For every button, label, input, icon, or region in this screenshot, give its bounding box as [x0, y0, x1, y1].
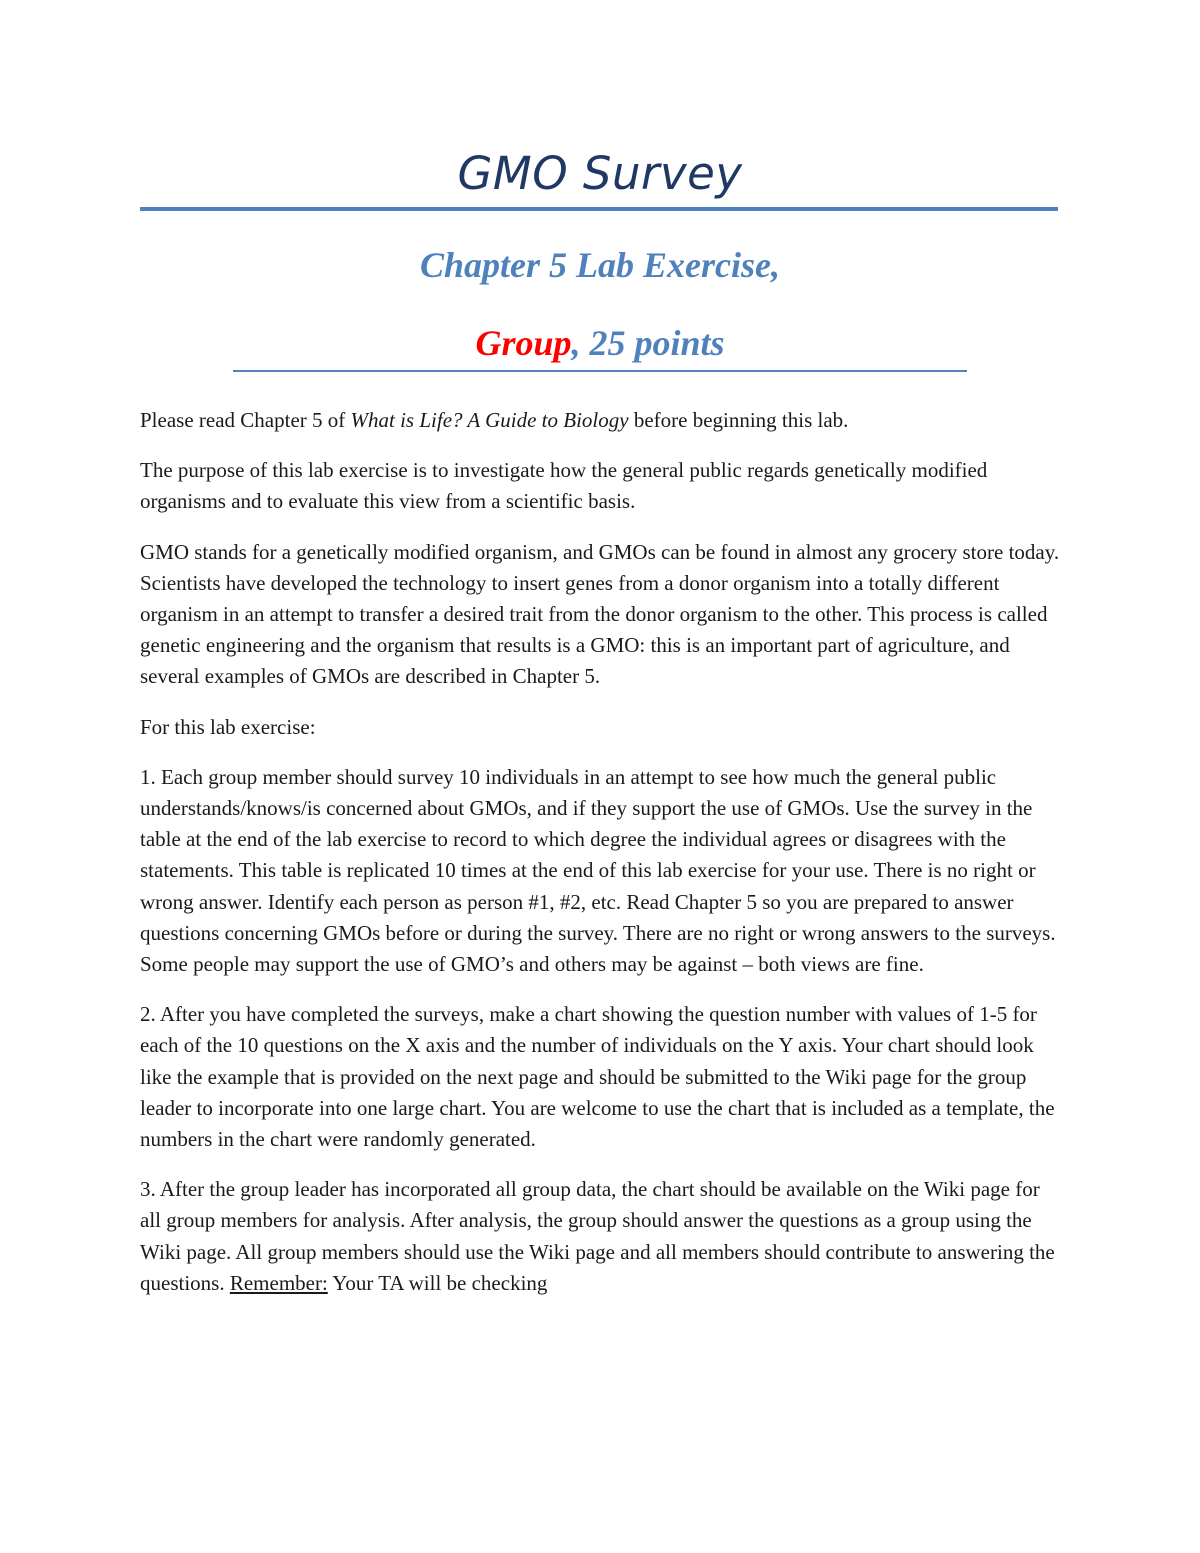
- step-3-text-before: 3. After the group leader has incorporated all group data, the chart should be available on the Wiki page for all group members for analysis. After analysis, the group should answer the questions as a group using the Wiki page. All group members should use the Wiki page and all members should contribute to answering the questions.: [140, 1177, 1055, 1295]
- step-2-paragraph: 2. After you have completed the surveys, make a chart showing the question number with values of 1-5 for each of the 10 questions on the X axis and the number of individuals on the Y axis. Your chart should look like the example that is provided on the next page and should be submitted to the Wiki page for the group leader to incorporate into one large chart. You are welcome to use the chart that is included as a template, the numbers in the chart were randomly generated.: [140, 1002, 1055, 1152]
- subtitle-group-points: [140, 321, 1060, 365]
- step-3-text-after: Your TA will be checking: [327, 1270, 548, 1295]
- intro-text-after: before beginning this lab.: [628, 408, 849, 432]
- title-divider: [140, 207, 1058, 211]
- subtitle-group-word: Group: [475, 323, 572, 363]
- step-1-paragraph: 1. Each group member should survey 10 individuals in an attempt to see how much the general public understands/knows/is concerned about GMOs, and if they support the use of GMOs. Use the survey in the table at the end of the lab exercise to record to which degree the individual agrees or disagrees with the statements. This table is replicated 10 times at the end of this lab exercise for your use. There is no right or wrong answer. Identify each person as person #1, #2, etc. Read Chapter 5 so you are prepared to answer questions concerning GMOs before or during the survey. There are no right or wrong answers to the surveys. Some people may support the use of GMO’s and others may be against – both views are fine.: [140, 764, 1056, 977]
- intro-text-before: Please read Chapter 5 of: [140, 408, 351, 432]
- subtitle-points: , 25 points: [571, 323, 725, 363]
- purpose-paragraph: The purpose of this lab exercise is to investigate how the general public regards genetically modified organisms and to evaluate this view from a scientific basis.: [140, 458, 988, 514]
- document-title: GMO Survey: [457, 147, 743, 200]
- intro-book-title: What is Life? A Guide to Biology: [350, 408, 629, 432]
- document-body: [140, 405, 1065, 1299]
- for-this-lab-heading: For this lab exercise:: [140, 714, 316, 739]
- subtitle-divider: [233, 370, 967, 372]
- step-3-remember: Remember:: [229, 1270, 328, 1295]
- subtitle-chapter: Chapter 5 Lab Exercise,: [420, 245, 780, 285]
- step-3-paragraph: [140, 1174, 1065, 1299]
- intro-paragraph: [140, 405, 1065, 436]
- gmo-definition-paragraph: GMO stands for a genetically modified organism, and GMOs can be found in almost any grocery store today. Scientists have developed the technology to insert genes from a donor organism into a totally different organism in an attempt to transfer a desired trait from the donor organism to the other. This process is called genetic engineering and the organism that results is a GMO: this is an important part of agriculture, and several examples of GMOs are described in Chapter 5.: [140, 539, 1060, 689]
